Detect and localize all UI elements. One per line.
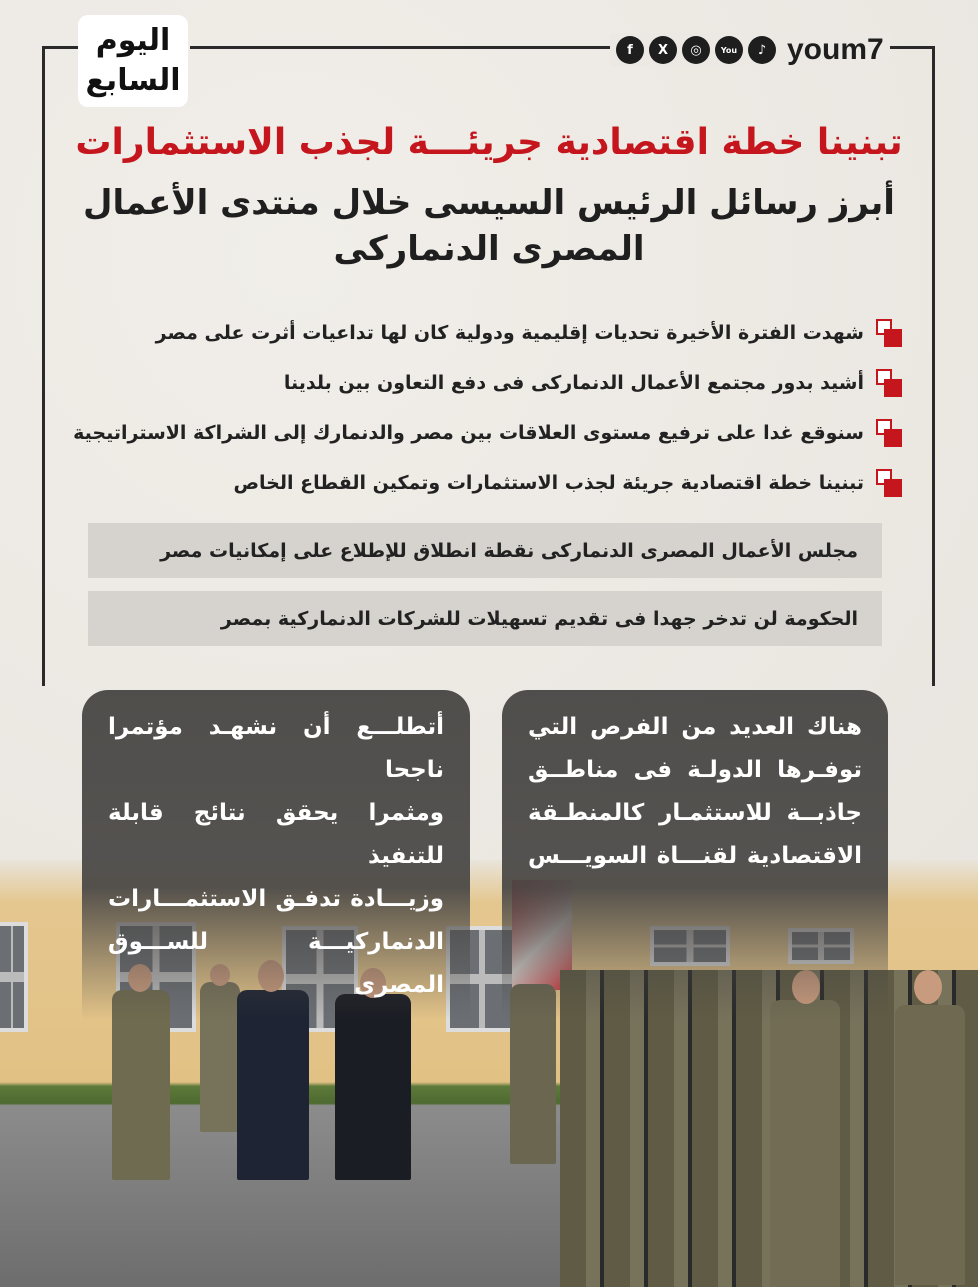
bullet-squares-icon	[874, 469, 902, 497]
bullet-squares-icon	[874, 419, 902, 447]
youtube-icon[interactable]: You	[715, 36, 743, 64]
logo-line-1: اليوم	[95, 23, 171, 58]
social-links	[610, 33, 890, 67]
x-icon[interactable]: X	[649, 36, 677, 64]
list-item	[50, 458, 902, 508]
instagram-icon[interactable]: ◎	[682, 36, 710, 64]
bullet-text: سنوقع غدا على ترفيع مستوى العلاقات بين مصر والدنمارك إلى الشراكة الاستراتيجية	[73, 422, 864, 444]
quote-line: جاذبــة للاستثمـار كالمنطـقة	[528, 800, 862, 826]
list-item	[50, 408, 902, 458]
bullet-squares-icon	[874, 319, 902, 347]
quote-line: أتطلـــع أن نشهـد مؤتمرا ناجحا	[108, 714, 444, 783]
facebook-icon[interactable]: f	[616, 36, 644, 64]
frame-line	[932, 46, 935, 686]
list-item	[50, 308, 902, 358]
headline-sub-line-2: المصرى الدنماركى	[333, 229, 645, 269]
bullet-list	[50, 308, 902, 508]
frame-line	[42, 46, 82, 49]
quote-line: هناك العديد من الفرص التي	[528, 714, 862, 740]
quote-line: الدنماركيـــة للســـوق المصرى	[108, 929, 444, 998]
quote-line: توفـرها الدولـة فى مناطــق	[528, 757, 862, 783]
quote-box-right	[502, 690, 888, 1020]
quote-line: الاقتصادية لقنـــاة السويـــس	[528, 843, 862, 869]
headline-sub-line-1: أبرز رسائل الرئيس السيسى خلال منتدى الأعمال	[83, 183, 895, 223]
youm7-logo	[78, 15, 188, 107]
bullet-text: تبنينا خطة اقتصادية جريئة لجذب الاستثمارات وتمكين القطاع الخاص	[233, 472, 864, 494]
frame-line	[42, 46, 45, 686]
brand-handle: youm7	[787, 33, 884, 66]
quote-box-left	[82, 690, 470, 1020]
tiktok-icon[interactable]: ♪	[748, 36, 776, 64]
quote-line: وزيـــادة تدفـق الاستثمـــارات	[108, 886, 444, 912]
highlight-bar: مجلس الأعمال المصرى الدنماركى نقطة انطلاق للإطلاع على إمكانيات مصر	[88, 523, 882, 578]
bullet-squares-icon	[874, 369, 902, 397]
bullet-text: شهدت الفترة الأخيرة تحديات إقليمية ودولية كان لها تداعيات أثرت على مصر	[155, 322, 864, 344]
headline-sub	[60, 180, 918, 272]
list-item	[50, 358, 902, 408]
logo-line-2: السابع	[85, 63, 181, 98]
quote-line: ومثمرا يحقق نتائج قابلة للتنفيذ	[108, 800, 444, 869]
headline-red: تبنينا خطة اقتصادية جريئـــة لجذب الاستثمارات	[75, 122, 903, 163]
highlight-bar: الحكومة لن تدخر جهدا فى تقديم تسهيلات للشركات الدنماركية بمصر	[88, 591, 882, 646]
bullet-text: أشيد بدور مجتمع الأعمال الدنماركى فى دفع التعاون بين بلدينا	[283, 372, 864, 394]
